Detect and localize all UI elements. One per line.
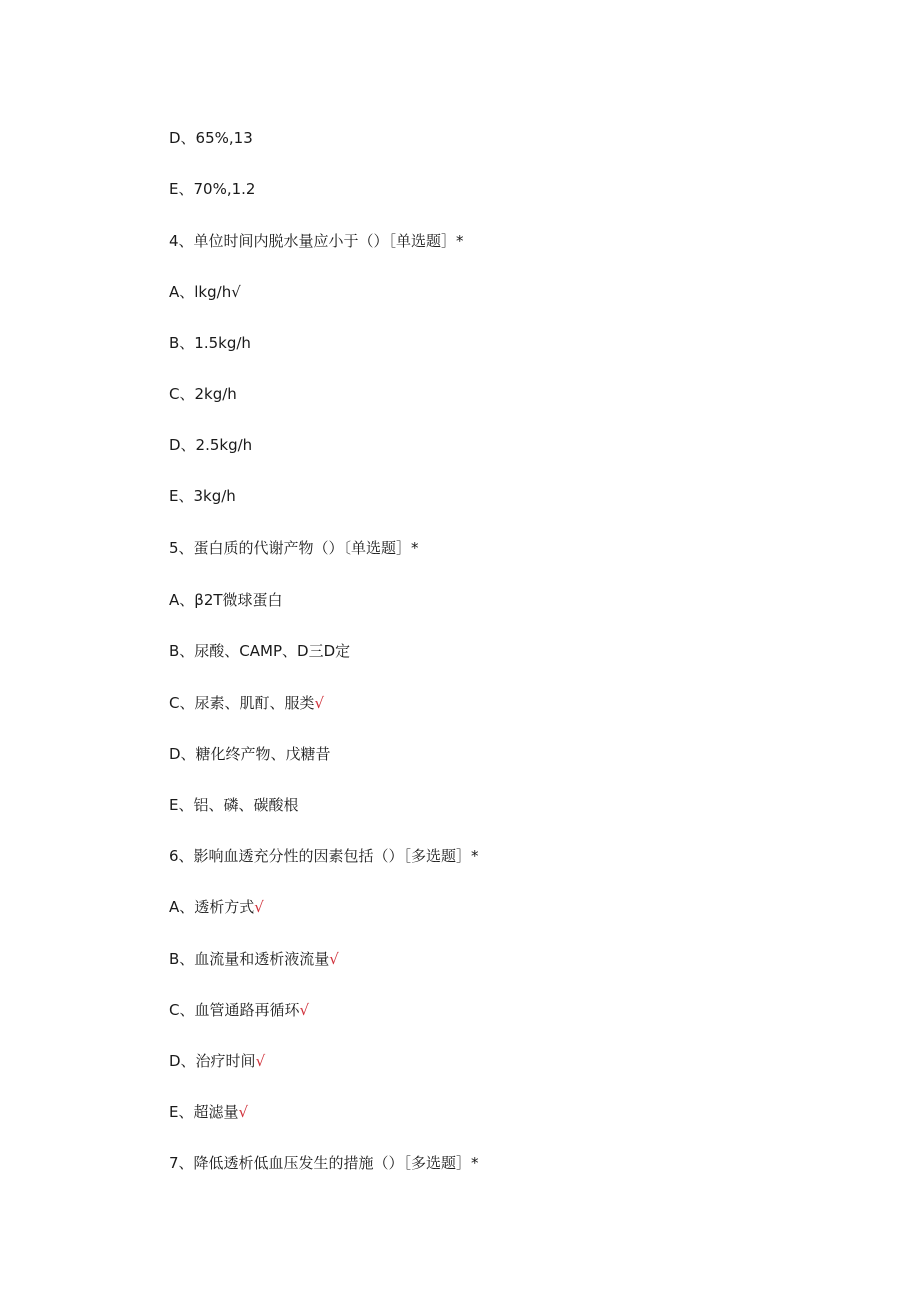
line-text: 7、降低透析低血压发生的措施（）［多选题］*	[169, 1154, 479, 1172]
line-text: C、2kg∕h	[169, 385, 237, 403]
line-text: B、尿酸、CAMP、D三D定	[169, 642, 351, 660]
option-line	[169, 486, 236, 506]
line-text: A、lkg∕h√	[169, 283, 241, 301]
line-text: E、70%,1.2	[169, 180, 256, 198]
line-text: B、1.5kg∕h	[169, 334, 251, 352]
option-line	[169, 282, 241, 302]
check-mark: √	[329, 950, 339, 968]
line-text: E、3kg∕h	[169, 487, 236, 505]
line-text: 5、蛋白质的代谢产物（）〔单选题］*	[169, 539, 419, 557]
line-text: A、β2T微球蛋白	[169, 591, 283, 609]
option-line	[169, 641, 350, 661]
line-text: C、尿素、肌酊、服类	[169, 694, 315, 712]
option-line	[169, 128, 253, 148]
check-mark: √	[314, 694, 325, 712]
option-line	[169, 1000, 309, 1020]
line-text: 6、影响血透充分性的因素包括（）［多选题］*	[169, 847, 479, 865]
line-text: 4、单位时间内脱水量应小于（）［单选题］*	[169, 232, 464, 250]
option-line	[169, 384, 237, 404]
option-line	[169, 1051, 265, 1071]
option-line	[169, 435, 252, 455]
option-line	[169, 333, 251, 353]
option-line	[169, 897, 264, 917]
line-text: D、2.5kg∕h	[169, 436, 253, 454]
line-text: B、血流量和透析液流量	[169, 950, 330, 968]
line-text: A、透析方式	[169, 898, 255, 916]
line-text: E、铝、磷、碳酸根	[169, 796, 299, 814]
line-text: D、糖化终产物、戊糖昔	[169, 745, 331, 763]
option-line	[169, 949, 339, 969]
line-text: C、血管通路再循环	[169, 1001, 300, 1019]
option-line	[169, 795, 298, 815]
option-line	[169, 1102, 248, 1122]
question-line	[169, 538, 419, 558]
check-mark: √	[255, 1052, 266, 1070]
option-line	[169, 693, 324, 713]
question-line	[169, 846, 479, 866]
line-text: D、治疗时间	[169, 1052, 256, 1070]
line-text: E、超滤量	[169, 1103, 239, 1121]
line-text: D、65%,13	[169, 129, 253, 147]
option-line	[169, 744, 331, 764]
option-line	[169, 179, 255, 199]
question-line	[169, 231, 464, 251]
question-line	[169, 1153, 479, 1173]
check-mark: √	[254, 898, 264, 916]
check-mark: √	[299, 1001, 310, 1019]
check-mark: √	[238, 1103, 249, 1121]
option-line	[169, 590, 283, 610]
